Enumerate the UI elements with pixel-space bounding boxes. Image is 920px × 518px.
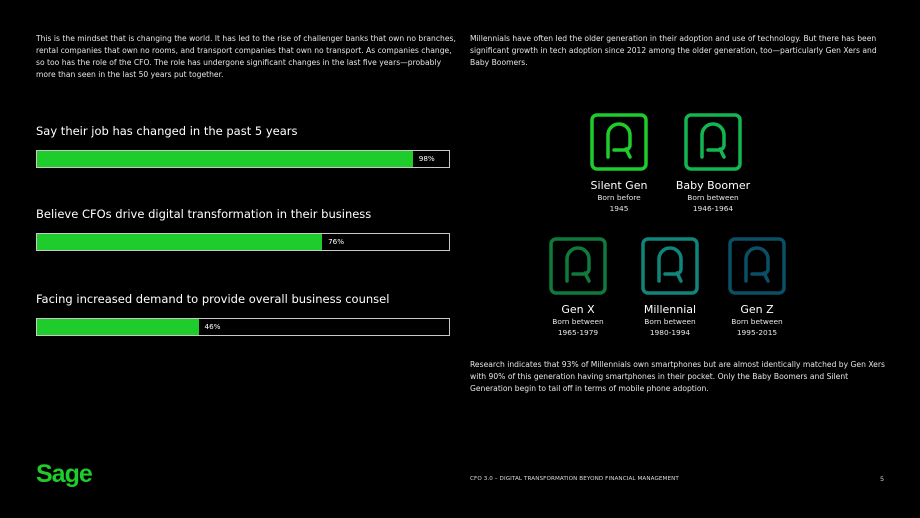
generation-born-label: Born between (731, 317, 783, 326)
generation-gen-x (528, 237, 628, 338)
bar-percent-label: 46% (199, 319, 227, 335)
page-number: 5 (880, 475, 885, 483)
generation-born-years: 1980-1994 (649, 328, 691, 337)
generation-name: Baby Boomer (675, 179, 751, 192)
bar-percent-label: 98% (413, 151, 441, 167)
person-icon (590, 113, 648, 171)
intro-left-paragraph: This is the mindset that is changing the world. It has led to the rise of challenger banks that own no branches, rental companies that own no rooms, and transport companies that own no transport. As companies change, so too has the role of the CFO. The role has undergone significant changes in the last five years—probably more than seen in the last 50 years put together. (36, 34, 456, 79)
footer-title: CFO 3.0 – DIGITAL TRANSFORMATION BEYOND FINANCIAL MANAGEMENT (470, 476, 679, 482)
sage-logo (36, 458, 92, 492)
research-paragraph: Research indicates that 93% of Millennials own smartphones but are almost identically matched by Gen Xers with 90% of this generation having smartphones in their pocket. Only the Baby Boomers and Silent Generation begin to tail off in terms of mobile phone adoption. (470, 360, 885, 393)
stat-label: Say their job has changed in the past 5 years (36, 124, 298, 138)
generation-baby-boomer (663, 113, 763, 214)
person-icon (641, 237, 699, 295)
generation-born-years: 1995-2015 (736, 328, 778, 337)
stat-label: Believe CFOs drive digital transformation in their business (36, 207, 372, 221)
stat-cfo-digital (36, 207, 450, 251)
generation-silent-gen (569, 113, 669, 214)
generation-born-label: Born between (687, 193, 739, 202)
intro-right-paragraph: Millennials have often led the older generation in their adoption and use of technology. But there has been significant growth in tech adoption since 2012 among the older generation, too—particularly Gen Xers and Baby Boomers. (470, 34, 877, 67)
person-icon (728, 237, 786, 295)
stat-business-counsel (36, 292, 450, 336)
generation-born-label: Born between (552, 317, 604, 326)
generation-born-label: Born before (597, 193, 641, 202)
person-icon (684, 113, 742, 171)
generation-millennial (620, 237, 720, 338)
svg-text:Sage: Sage (36, 460, 92, 488)
person-icon (549, 237, 607, 295)
generation-gen-z (707, 237, 807, 338)
stat-label: Facing increased demand to provide overall business counsel (36, 292, 390, 306)
bar-percent-label: 76% (322, 234, 350, 250)
generation-name: Millennial (643, 303, 697, 316)
progress-bar (36, 318, 450, 336)
generation-name: Gen X (561, 303, 595, 316)
generation-name: Gen Z (740, 303, 774, 316)
generation-born-years: 1965-1979 (557, 328, 599, 337)
generation-name: Silent Gen (590, 179, 648, 192)
generation-born-label: Born between (644, 317, 696, 326)
progress-bar (36, 150, 450, 168)
bar-fill (37, 234, 350, 250)
generation-born-years: 1946-1964 (692, 204, 734, 213)
bar-fill (37, 151, 441, 167)
stat-job-changed (36, 124, 450, 168)
generation-born-years: 1945 (609, 204, 629, 213)
progress-bar (36, 233, 450, 251)
